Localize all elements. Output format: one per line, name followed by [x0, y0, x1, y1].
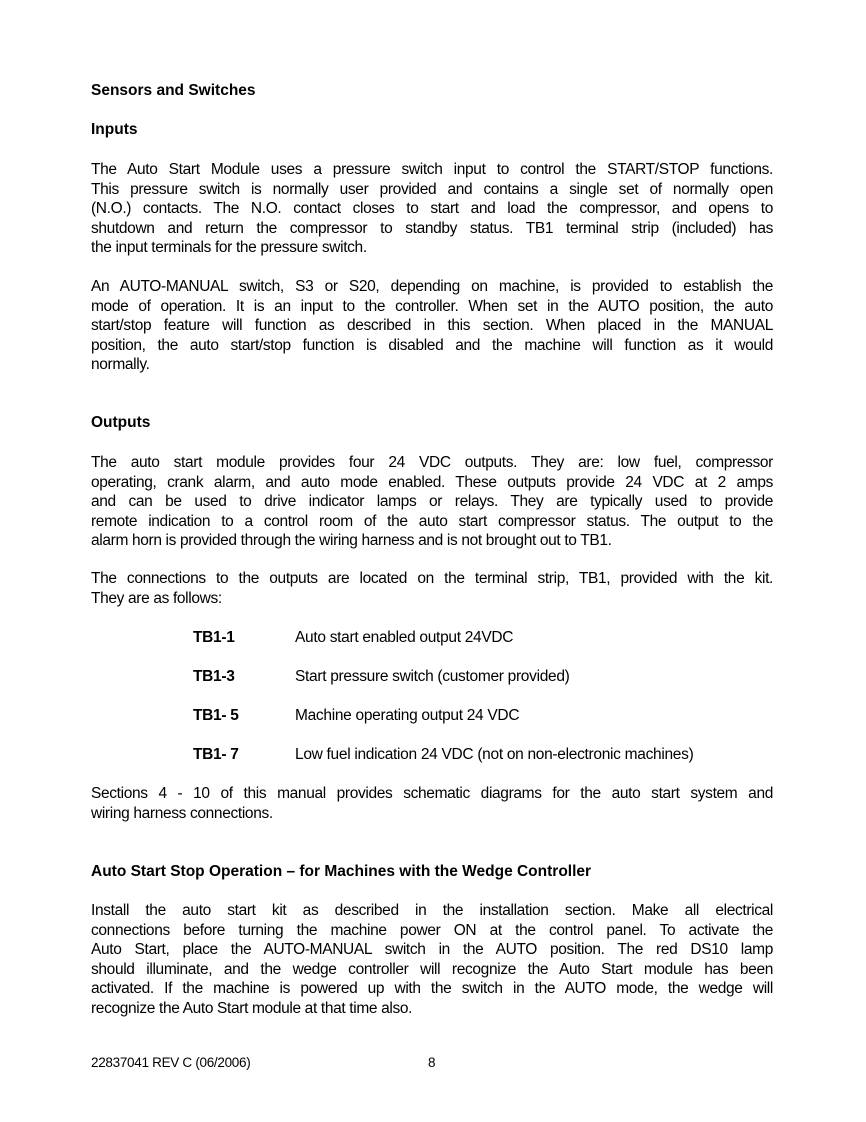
text-line: The auto start module provides four 24 VDC outputs. They are: low fuel, compressor [91, 454, 773, 471]
footer-page-number: 8 [428, 1055, 436, 1070]
text-line: position, the auto start/stop function is disabled and the machine will function as it would [91, 336, 773, 354]
paragraph-outputs-3 [91, 784, 773, 823]
heading-inputs: Inputs [91, 121, 138, 138]
text-line: shutdown and return the compressor to standby status. TB1 terminal strip (included) has [91, 219, 773, 237]
paragraph-outputs-1 [91, 453, 773, 551]
text-line: remote indication to a control room of the auto start compressor status. The output to the [91, 512, 773, 530]
text-line: The Auto Start Module uses a pressure switch input to control the START/STOP functions. [91, 161, 773, 178]
paragraph-wedge-1 [91, 901, 773, 1018]
text-line: connections before turning the machine power ON at the control panel. To activate the [91, 921, 773, 939]
terminal-description: Start pressure switch (customer provided) [295, 668, 570, 685]
paragraph-outputs-2 [91, 569, 773, 608]
text-line: Auto Start, place the AUTO-MANUAL switch in the AUTO position. The red DS10 lamp [91, 941, 773, 958]
text-line: Sections 4 - 10 of this manual provides schematic diagrams for the auto start system and [91, 785, 773, 802]
terminal-description: Auto start enabled output 24VDC [295, 629, 514, 646]
text-line: activated. If the machine is powered up with the switch in the AUTO mode, the wedge will [91, 980, 773, 997]
terminal-label: TB1- 7 [193, 746, 239, 763]
heading-sensors-and-switches: Sensors and Switches [91, 82, 256, 99]
text-line: alarm horn is provided through the wiring harness and is not brought out to TB1. [91, 532, 612, 549]
terminal-label: TB1-1 [193, 629, 235, 646]
heading-outputs: Outputs [91, 414, 151, 431]
text-line: wiring harness connections. [91, 804, 273, 822]
paragraph-inputs-1 [91, 160, 773, 258]
terminal-label: TB1-3 [193, 668, 235, 685]
text-line: Install the auto start kit as described in the installation section. Make all electrical [91, 902, 773, 919]
text-line: start/stop feature will function as described in this section. When placed in the MANUAL [91, 317, 773, 334]
text-line: An AUTO-MANUAL switch, S3 or S20, depending on machine, is provided to establish the [91, 278, 773, 295]
text-line: operating, crank alarm, and auto mode enabled. These outputs provide 24 VDC at 2 amps [91, 473, 773, 491]
text-line: They are as follows: [91, 589, 222, 607]
text-line: This pressure switch is normally user provided and contains a single set of normally open [91, 180, 773, 198]
terminal-description: Low fuel indication 24 VDC (not on non-electronic machines) [295, 746, 694, 763]
text-line: normally. [91, 356, 150, 373]
text-line: mode of operation. It is an input to the controller. When set in the AUTO position, the auto [91, 297, 773, 315]
text-line: The connections to the outputs are located on the terminal strip, TB1, provided with the kit. [91, 570, 773, 587]
text-line: recognize the Auto Start module at that time also. [91, 999, 413, 1017]
text-line: should illuminate, and the wedge controller will recognize the Auto Start module has been [91, 960, 773, 978]
terminal-description: Machine operating output 24 VDC [295, 707, 520, 724]
heading-wedge-controller: Auto Start Stop Operation – for Machines with the Wedge Controller [91, 863, 592, 880]
paragraph-inputs-2 [91, 277, 773, 375]
footer-doc-id: 22837041 REV C (06/2006) [91, 1055, 251, 1070]
text-line: (N.O.) contacts. The N.O. contact closes to start and load the compressor, and opens to [91, 200, 773, 217]
text-line: and can be used to drive indicator lamps or relays. They are typically used to provide [91, 493, 773, 510]
text-line: the input terminals for the pressure switch. [91, 239, 367, 256]
terminal-label: TB1- 5 [193, 707, 239, 724]
